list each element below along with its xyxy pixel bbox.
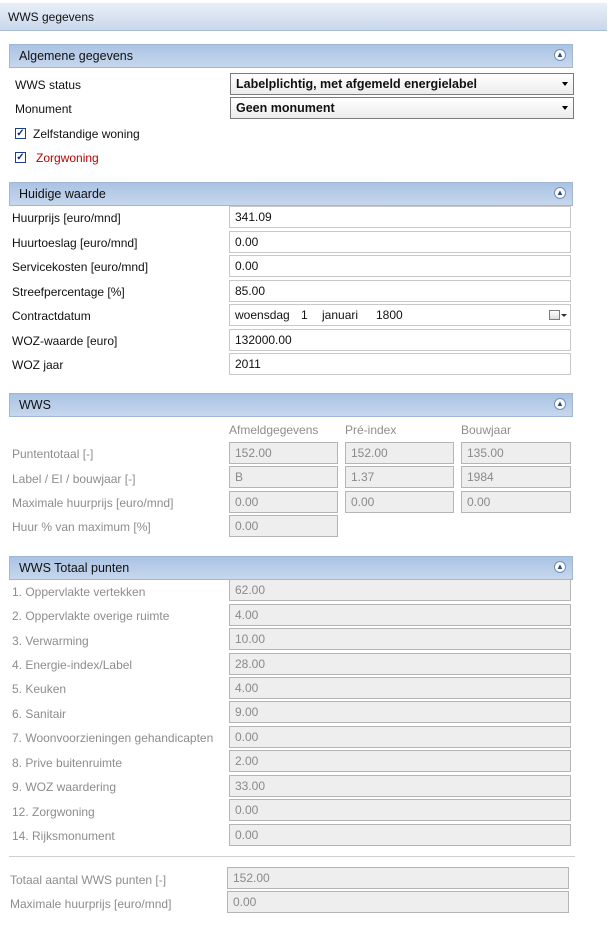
field-label: Huurprijs [euro/mnd] bbox=[12, 211, 121, 225]
dropdown-arrow-icon bbox=[561, 314, 567, 317]
contractdatum-label: Contractdatum bbox=[12, 309, 91, 323]
points-value: 10.00 bbox=[229, 628, 571, 650]
field-label: Huurtoeslag [euro/mnd] bbox=[12, 236, 138, 250]
section-header-totaal[interactable] bbox=[9, 556, 573, 580]
points-value: 4.00 bbox=[229, 677, 571, 699]
zorgwoning-checkbox[interactable] bbox=[15, 152, 26, 163]
section-title: WWS bbox=[19, 398, 51, 412]
section-title: Huidige waarde bbox=[19, 187, 106, 201]
puntentotaal-bouwjaar: 135.00 bbox=[461, 442, 571, 464]
dropdown-arrow-icon bbox=[562, 106, 568, 110]
points-label: 14. Rijksmonument bbox=[12, 829, 115, 843]
points-value: 33.00 bbox=[229, 775, 571, 797]
zorgwoning-label: Zorgwoning bbox=[36, 151, 99, 165]
total-points-label: Totaal aantal WWS punten [-] bbox=[10, 873, 167, 887]
label-afmeld: B bbox=[229, 466, 338, 488]
row-label: Huur % van maximum [%] bbox=[12, 520, 151, 534]
row-label: Puntentotaal [-] bbox=[12, 447, 94, 461]
checkmark-icon: ✓ bbox=[16, 152, 25, 163]
huurtoeslag-input[interactable]: 0.00 bbox=[229, 231, 571, 253]
points-label: 5. Keuken bbox=[12, 682, 67, 696]
points-value: 4.00 bbox=[229, 604, 571, 626]
zelfstandig-checkbox[interactable] bbox=[15, 128, 26, 139]
points-value: 2.00 bbox=[229, 750, 571, 772]
monument-label: Monument bbox=[15, 102, 72, 116]
servicekosten-input[interactable]: 0.00 bbox=[229, 255, 571, 277]
points-label: 4. Energie-index/Label bbox=[12, 658, 133, 672]
date-year: 1800 bbox=[376, 308, 403, 322]
row-label: Label / EI / bouwjaar [-] bbox=[12, 472, 136, 486]
woz-label: WOZ-waarde [euro] bbox=[12, 334, 118, 348]
max-rent-label: Maximale huurprijs [euro/mnd] bbox=[10, 897, 172, 911]
calendar-icon[interactable] bbox=[549, 310, 560, 320]
points-value: 0.00 bbox=[229, 824, 571, 846]
checkmark-icon: ✓ bbox=[16, 128, 25, 139]
total-points-value: 152.00 bbox=[227, 867, 569, 889]
monument-value: Geen monument bbox=[236, 101, 335, 115]
max-rent-value: 0.00 bbox=[227, 891, 569, 913]
points-value: 0.00 bbox=[229, 726, 571, 748]
points-label: 7. Woonvoorzieningen gehandicapten bbox=[12, 731, 214, 745]
field-label: Streefpercentage [%] bbox=[12, 285, 125, 299]
maxhuur-preindex: 0.00 bbox=[345, 491, 454, 513]
points-value: 9.00 bbox=[229, 701, 571, 723]
points-label: 8. Prive buitenruimte bbox=[12, 756, 123, 770]
window-title: WWS gegevens bbox=[8, 10, 95, 24]
column-header: Afmeldgegevens bbox=[229, 423, 319, 437]
column-header: Pré-index bbox=[345, 423, 397, 437]
section-header-algemeen[interactable] bbox=[9, 44, 573, 68]
wws-status-value: Labelplichtig, met afgemeld energielabel bbox=[236, 77, 478, 91]
points-label: 2. Oppervlakte overige ruimte bbox=[12, 609, 170, 623]
maxhuur-afmeld: 0.00 bbox=[229, 491, 338, 513]
section-title: WWS Totaal punten bbox=[19, 561, 130, 575]
divider bbox=[9, 856, 575, 857]
huurpct-afmeld: 0.00 bbox=[229, 515, 338, 537]
section-header-wws[interactable] bbox=[9, 393, 573, 417]
points-label: 9. WOZ waardering bbox=[12, 780, 117, 794]
points-label: 6. Sanitair bbox=[12, 707, 67, 721]
wws-status-label: WWS status bbox=[15, 78, 82, 92]
wozjaar-input[interactable]: 2011 bbox=[229, 353, 571, 375]
woz-input[interactable]: 132000.00 bbox=[229, 329, 571, 351]
points-label: 3. Verwarming bbox=[12, 634, 89, 648]
chevron-up-icon[interactable]: ▲ bbox=[554, 398, 566, 410]
label-bouwjaar: 1984 bbox=[461, 466, 571, 488]
wozjaar-label: WOZ jaar bbox=[12, 358, 64, 372]
date-weekday: woensdag bbox=[235, 308, 290, 322]
section-header-huidig[interactable] bbox=[9, 182, 573, 206]
monument-select[interactable] bbox=[230, 97, 574, 119]
wws-status-select[interactable] bbox=[230, 73, 574, 95]
zelfstandig-label: Zelfstandige woning bbox=[33, 127, 140, 141]
date-month: januari bbox=[322, 308, 359, 322]
huurprijs-input[interactable]: 341.09 bbox=[229, 206, 571, 228]
points-value: 28.00 bbox=[229, 653, 571, 675]
dropdown-arrow-icon bbox=[562, 82, 568, 86]
maxhuur-bouwjaar: 0.00 bbox=[461, 491, 571, 513]
points-value: 0.00 bbox=[229, 799, 571, 821]
points-label: 12. Zorgwoning bbox=[12, 805, 95, 819]
field-label: Servicekosten [euro/mnd] bbox=[12, 260, 149, 274]
streefpercentage-input[interactable]: 85.00 bbox=[229, 280, 571, 302]
section-title: Algemene gegevens bbox=[19, 49, 133, 63]
chevron-up-icon[interactable]: ▲ bbox=[554, 561, 566, 573]
puntentotaal-afmeld: 152.00 bbox=[229, 442, 338, 464]
chevron-up-icon[interactable]: ▲ bbox=[554, 49, 566, 61]
row-label: Maximale huurprijs [euro/mnd] bbox=[12, 496, 174, 510]
contractdatum-input[interactable] bbox=[229, 304, 571, 326]
puntentotaal-preindex: 152.00 bbox=[345, 442, 454, 464]
label-preindex: 1.37 bbox=[345, 466, 454, 488]
date-day: 1 bbox=[301, 308, 308, 322]
window-title-bar bbox=[0, 3, 607, 31]
points-label: 1. Oppervlakte vertekken bbox=[12, 585, 146, 599]
column-header: Bouwjaar bbox=[461, 423, 512, 437]
points-value: 62.00 bbox=[229, 579, 571, 601]
chevron-up-icon[interactable]: ▲ bbox=[554, 187, 566, 199]
